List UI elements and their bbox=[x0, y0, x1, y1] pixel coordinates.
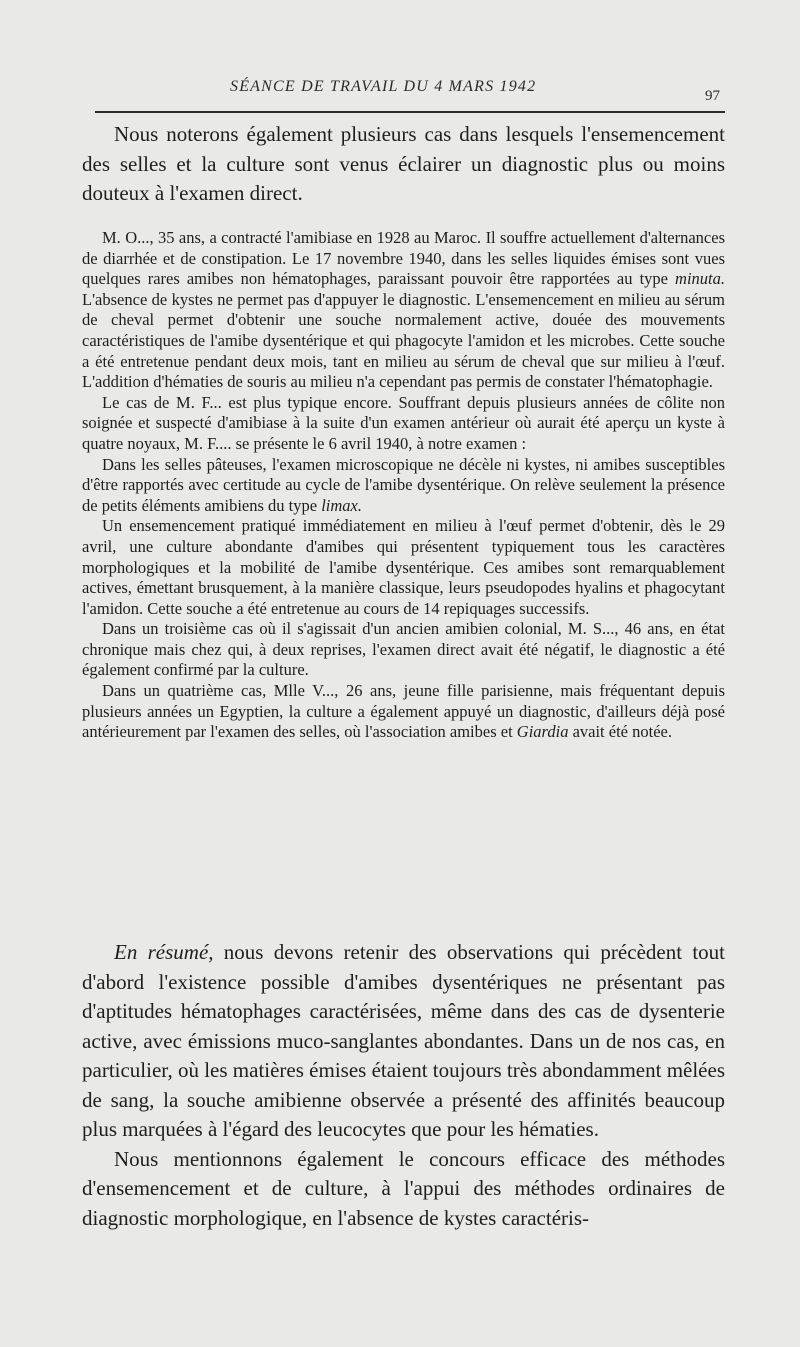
summary-italic-lead: En résumé, bbox=[114, 940, 214, 964]
summary-section bbox=[82, 938, 725, 1233]
case-m-o-text-a: M. O..., 35 ans, a contracté l'amibiase en 1928 au Maroc. Il souffre actuellement d'alternances de diarrhée et de constipation. Le 17 novembre 1940, dans les selles liquides émises sont vues quelques rares amibes non hématophages, paraissant pouvoir être rapportées au type bbox=[82, 228, 725, 289]
case-reports-section bbox=[82, 228, 725, 743]
case-mlle-v-text-b: avait été notée. bbox=[568, 722, 672, 742]
case-paragraph-ensemencement: Un ensemencement pratiqué immédiatement en milieu à l'œuf permet d'obtenir, dès le 29 avril, une culture abondante d'amibes qui présentent typiquement tous les caractères morphologiques et la mobilité de l'amibe dysentérique. Ces amibes sont remarquablement actives, émettant brusquement, à la manière classique, leurs pseudopodes hyalins et phagocytant l'amidon. Cette souche a été entretenue au cours de 14 repiquages successifs. bbox=[82, 516, 725, 618]
header-rule bbox=[95, 111, 725, 113]
intro-paragraph: Nous noterons également plusieurs cas dans lesquels l'ensemencement des selles et la culture sont venus éclairer un diagnostic plus ou moins douteux à l'examen direct. bbox=[82, 122, 725, 205]
summary-text: nous devons retenir des observations qui précèdent tout d'abord l'existence possible d'amibes dysentériques ne présentant pas d'aptitudes hématophages caractérisées, même dans des cas de dysenterie active, avec émissions muco-sanglantes abondantes. Dans un de nos cas, en particulier, où les matières émises étaient toujours très abondamment mêlées de sang, la souche amibienne observée a présenté des affinités beaucoup plus marquées à l'égard des leucocytes que pour les hématies. bbox=[82, 940, 725, 1141]
case-paragraph-m-o bbox=[82, 228, 725, 393]
case-selles-italic: limax. bbox=[321, 495, 362, 515]
case-paragraph-selles bbox=[82, 455, 725, 517]
case-mlle-v-italic: Giardia bbox=[516, 722, 569, 742]
running-head: SÉANCE DE TRAVAIL DU 4 MARS 1942 bbox=[230, 78, 537, 95]
case-paragraph-m-s: Dans un troisième cas où il s'agissait d'un ancien amibien colonial, M. S..., 46 ans, en état chronique mais chez qui, à deux reprises, l'examen direct avait été négatif, le diagnostic a été également confirmé par la culture. bbox=[82, 619, 725, 680]
case-paragraph-mlle-v bbox=[82, 681, 725, 743]
case-paragraph-m-f: Le cas de M. F... est plus typique encore. Souffrant depuis plusieurs années de côlite non soignée et suspecté d'amibiase à la suite d'un examen antérieur où aurait été aperçu un kyste à quatre noyaux, M. F.... se présente le 6 avril 1940, à notre examen : bbox=[82, 392, 725, 453]
case-mlle-v-text-a: Dans un quatrième cas, Mlle V..., 26 ans, jeune fille parisienne, mais fréquentant depuis plusieurs années un Egyptien, la culture a également appuyé un diagnostic, d'ailleurs déjà posé antérieurement par l'examen des selles, où l'association amibes et bbox=[82, 681, 725, 742]
page-number: 97 bbox=[705, 88, 720, 104]
intro-section bbox=[82, 120, 725, 209]
conclusion-paragraph: Nous mentionnons également le concours efficace des méthodes d'ensemencement et de culture, à l'appui des méthodes ordinaires de diagnostic morphologique, en l'absence de kystes caractéris- bbox=[82, 1146, 725, 1230]
case-m-o-text-b: L'absence de kystes ne permet pas d'appuyer le diagnostic. L'ensemencement en milieu au sérum de cheval permet d'obtenir une souche normalement active, douée des mouvements caractéristiques de l'amibe dysentérique et qui phagocyte l'amidon et les microbes. Cette souche a été entretenue pendant deux mois, tant en milieu au sérum de cheval que sur milieu à l'œuf. L'addition d'hématies de souris au milieu n'a cependant pas permis de constater l'hématophagie. bbox=[82, 289, 725, 392]
case-selles-text-a: Dans les selles pâteuses, l'examen microscopique ne décèle ni kystes, ni amibes susceptibles d'être rapportés avec certitude au cycle de l'amibe dysentérique. On relève seulement la présence de petits éléments amibiens du type bbox=[82, 454, 725, 515]
case-m-o-italic: minuta. bbox=[675, 269, 725, 289]
summary-paragraph bbox=[82, 938, 725, 1145]
